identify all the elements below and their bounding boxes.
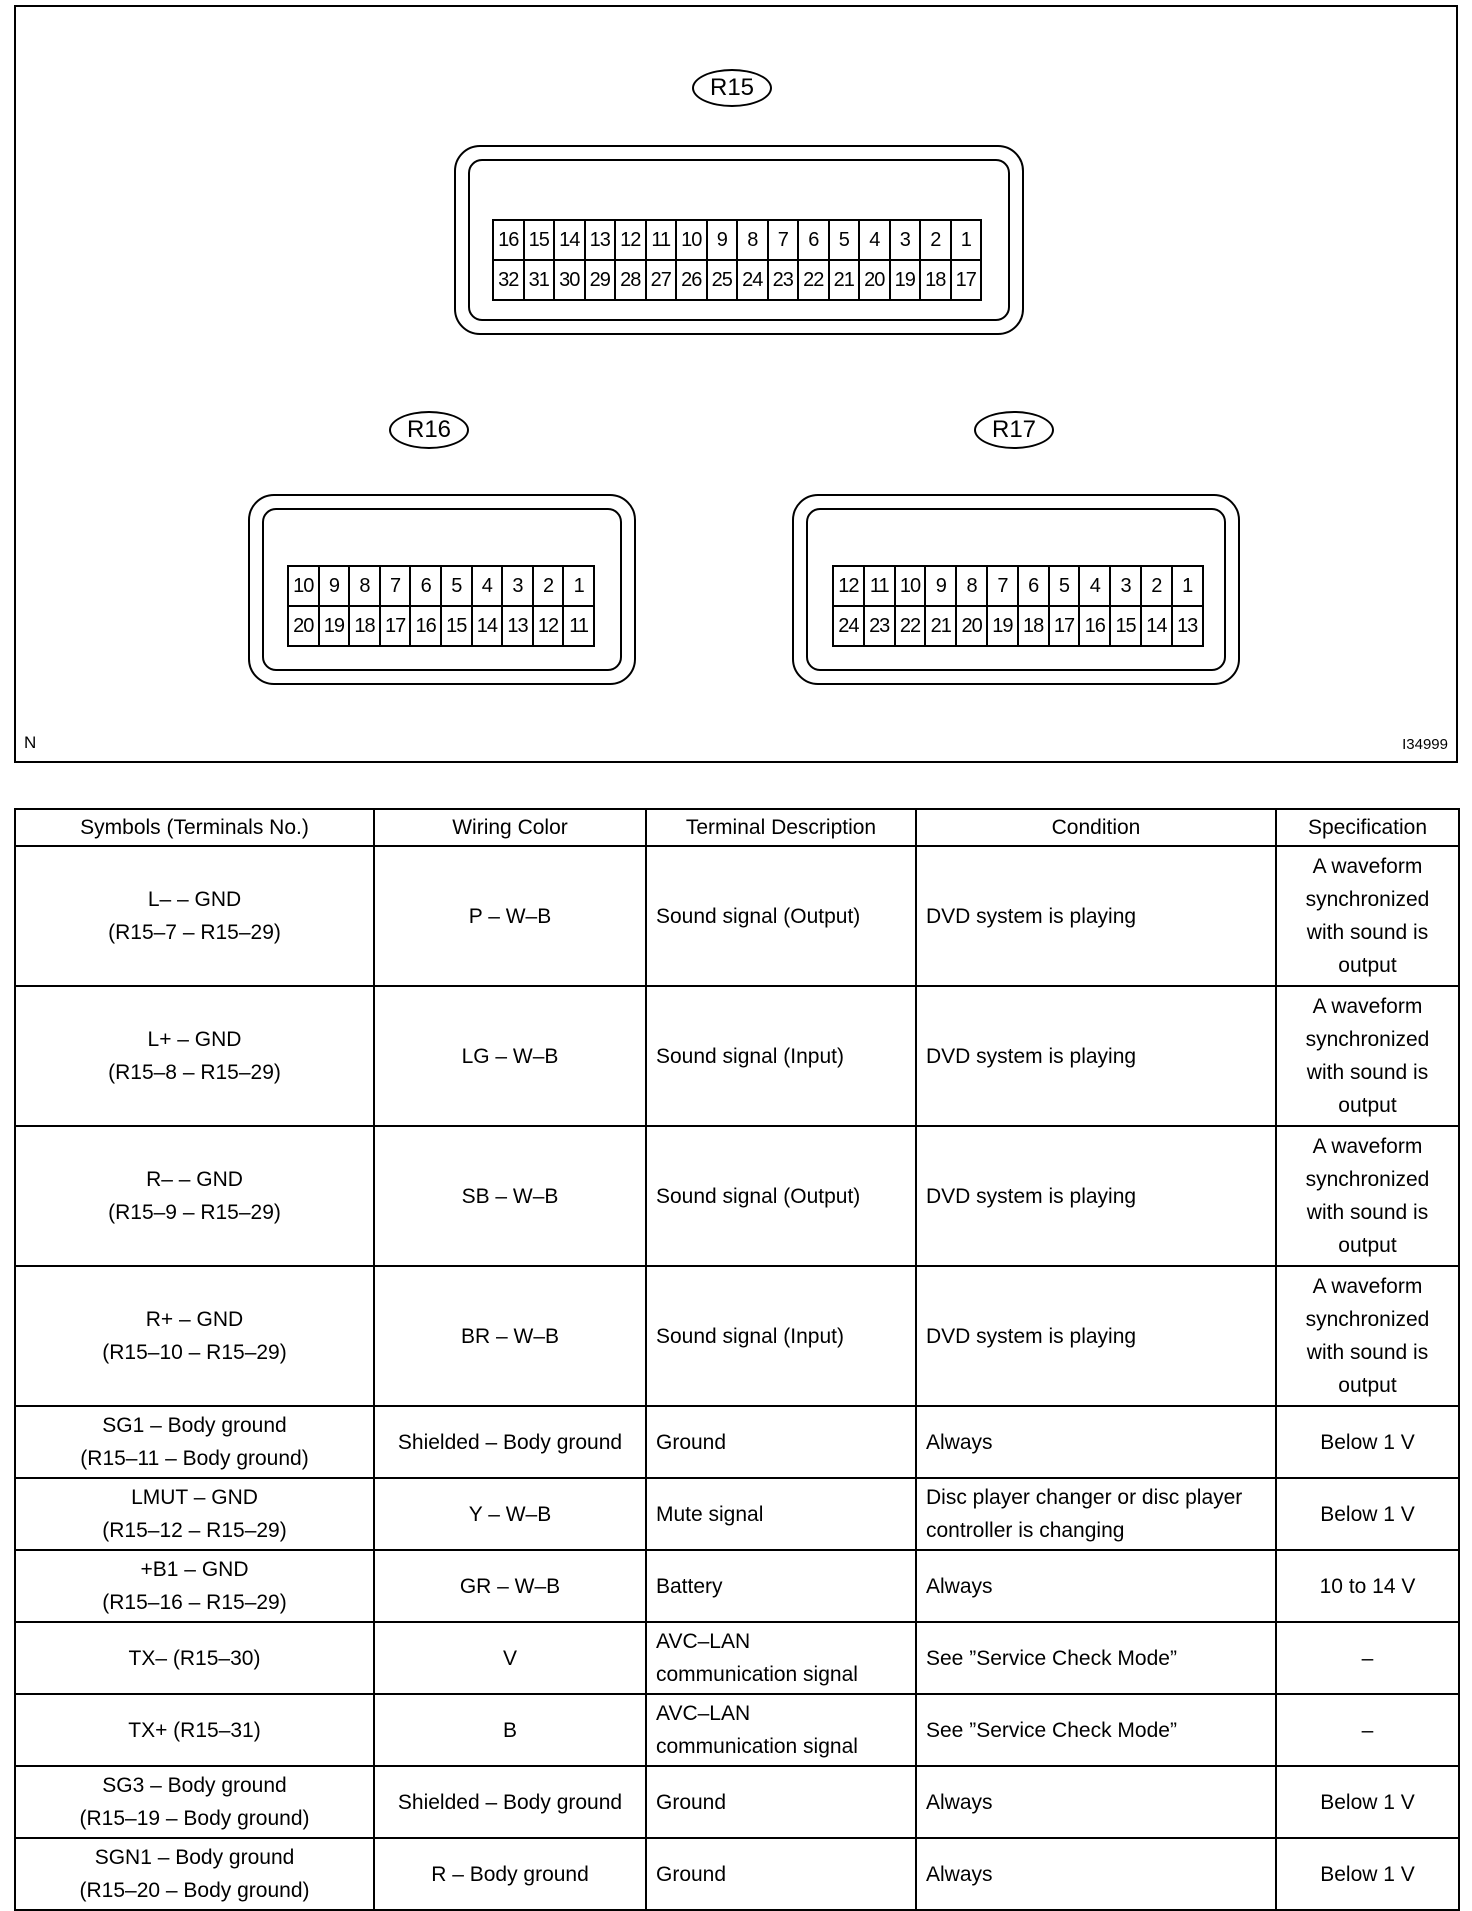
symbol-cell-line: (R15–7 – R15–29) <box>108 921 281 944</box>
pin-cell: 6 <box>799 221 830 261</box>
pin-cell: 3 <box>503 567 534 607</box>
connector-housing-details <box>16 7 1460 765</box>
pin-cell: 2 <box>1142 567 1173 607</box>
pin-cell: 3 <box>891 221 922 261</box>
wiring-color-cell: LG – W–B <box>374 986 646 1126</box>
pin-cell: 7 <box>769 221 800 261</box>
pin-cell: 24 <box>738 261 769 301</box>
condition-cell <box>916 1622 1276 1694</box>
pin-cell: 6 <box>1019 567 1050 607</box>
pin-cell: 7 <box>381 567 412 607</box>
header-specification: Specification <box>1276 809 1459 846</box>
connector-label-r17: R17 <box>974 411 1054 449</box>
specification-cell <box>1276 1622 1459 1694</box>
pin-cell: 4 <box>1080 567 1111 607</box>
description-cell-line: Sound signal (Input) <box>656 1324 844 1348</box>
pin-cell: 13 <box>503 607 534 647</box>
pin-cell: 21 <box>830 261 861 301</box>
figure-id: I34999 <box>1402 736 1448 753</box>
description-cell <box>646 1622 916 1694</box>
condition-cell-line: DVD system is playing <box>926 1044 1137 1068</box>
specification-cell <box>1276 1838 1459 1910</box>
pin-cell: 25 <box>708 261 739 301</box>
specification-cell-line: A waveform <box>1312 995 1423 1018</box>
pin-cell: 9 <box>926 567 957 607</box>
specification-cell-line: Below 1 V <box>1320 1502 1415 1526</box>
table-row <box>15 1838 1459 1910</box>
description-cell-line: Mute signal <box>656 1502 764 1526</box>
table-row <box>15 1126 1459 1266</box>
header-terminal-description: Terminal Description <box>646 809 916 846</box>
wiring-color-cell: BR – W–B <box>374 1266 646 1406</box>
condition-cell <box>916 1406 1276 1478</box>
condition-cell-line: DVD system is playing <box>926 1324 1137 1348</box>
table-row <box>15 986 1459 1126</box>
specification-cell <box>1276 1694 1459 1766</box>
connector-label-r16: R16 <box>389 411 469 449</box>
table-row <box>15 1550 1459 1622</box>
pin-grid-r15 <box>492 219 982 301</box>
symbol-cell-line: SG1 – Body ground <box>102 1414 287 1437</box>
specification-cell-line: synchronized <box>1305 1308 1430 1331</box>
table-header-row <box>15 809 1459 846</box>
description-cell <box>646 1126 916 1266</box>
wiring-color-cell: R – Body ground <box>374 1838 646 1910</box>
pin-grid-r17 <box>832 565 1204 647</box>
pin-cell: 16 <box>411 607 442 647</box>
pin-cell: 27 <box>647 261 678 301</box>
pin-cell: 17 <box>381 607 412 647</box>
symbol-cell-line: L+ – GND <box>147 1028 242 1051</box>
pin-cell: 16 <box>1080 607 1111 647</box>
pin-cell: 14 <box>473 607 504 647</box>
pin-cell: 28 <box>616 261 647 301</box>
pin-cell: 22 <box>896 607 927 647</box>
condition-cell <box>916 1266 1276 1406</box>
specification-cell-line: synchronized <box>1305 1168 1430 1191</box>
pin-cell: 30 <box>555 261 586 301</box>
specification-cell <box>1276 986 1459 1126</box>
pin-cell: 12 <box>616 221 647 261</box>
pin-cell: 2 <box>921 221 952 261</box>
pin-cell: 9 <box>320 567 351 607</box>
symbol-cell <box>15 1478 374 1550</box>
specification-cell <box>1276 846 1459 986</box>
wiring-color-cell: V <box>374 1622 646 1694</box>
symbol-cell <box>15 1766 374 1838</box>
specification-cell <box>1276 1766 1459 1838</box>
description-cell-line: Ground <box>656 1430 727 1454</box>
table-row <box>15 1478 1459 1550</box>
specification-cell-line: A waveform <box>1312 1275 1423 1298</box>
specification-cell-line: Below 1 V <box>1320 1862 1415 1886</box>
description-cell <box>646 846 916 986</box>
description-cell <box>646 1406 916 1478</box>
specification-cell-line: output <box>1338 1374 1397 1397</box>
symbol-cell-line: (R15–9 – R15–29) <box>108 1201 281 1224</box>
pin-cell: 10 <box>289 567 320 607</box>
specification-cell-line: output <box>1338 1234 1397 1257</box>
pin-cell: 1 <box>952 221 983 261</box>
symbol-cell <box>15 1694 374 1766</box>
specification-cell-line: Below 1 V <box>1320 1430 1415 1454</box>
specification-cell-line: A waveform <box>1312 855 1423 878</box>
symbol-cell-line: R– – GND <box>146 1168 243 1191</box>
table-row <box>15 1694 1459 1766</box>
symbol-cell-line: SGN1 – Body ground <box>94 1846 295 1869</box>
pin-cell: 19 <box>891 261 922 301</box>
pin-cell: 10 <box>896 567 927 607</box>
condition-cell-line: See ”Service Check Mode” <box>926 1718 1177 1742</box>
pin-cell: 24 <box>834 607 865 647</box>
wiring-color-cell: P – W–B <box>374 846 646 986</box>
wiring-color-cell: GR – W–B <box>374 1550 646 1622</box>
pin-cell: 4 <box>473 567 504 607</box>
pin-cell: 20 <box>289 607 320 647</box>
pin-cell: 17 <box>952 261 983 301</box>
pin-cell: 12 <box>834 567 865 607</box>
pin-cell: 23 <box>865 607 896 647</box>
description-cell <box>646 1838 916 1910</box>
pin-cell: 12 <box>534 607 565 647</box>
symbol-cell <box>15 986 374 1126</box>
pin-cell: 17 <box>1050 607 1081 647</box>
pin-cell: 7 <box>988 567 1019 607</box>
description-cell-line: communication signal <box>656 1735 858 1758</box>
specification-cell-line: synchronized <box>1305 888 1430 911</box>
description-cell-line: Sound signal (Output) <box>656 904 861 928</box>
header-wiring-color: Wiring Color <box>374 809 646 846</box>
pin-cell: 9 <box>708 221 739 261</box>
symbol-cell <box>15 1550 374 1622</box>
wiring-color-cell: Shielded – Body ground <box>374 1406 646 1478</box>
condition-cell-line: DVD system is playing <box>926 904 1137 928</box>
symbol-cell-line: (R15–16 – R15–29) <box>102 1591 287 1614</box>
pin-cell: 5 <box>1050 567 1081 607</box>
symbol-cell-line: (R15–11 – Body ground) <box>80 1447 309 1470</box>
header-symbols: Symbols (Terminals No.) <box>15 809 374 846</box>
description-cell-line: Ground <box>656 1862 727 1886</box>
symbol-cell-line: TX– (R15–30) <box>128 1646 261 1670</box>
pin-cell: 8 <box>350 567 381 607</box>
pin-cell: 15 <box>1111 607 1142 647</box>
symbol-cell <box>15 1406 374 1478</box>
pin-cell: 2 <box>534 567 565 607</box>
description-cell-line: Battery <box>656 1574 723 1598</box>
condition-cell <box>916 986 1276 1126</box>
specification-cell <box>1276 1550 1459 1622</box>
symbol-cell <box>15 1126 374 1266</box>
symbol-cell <box>15 1266 374 1406</box>
condition-cell-line: See ”Service Check Mode” <box>926 1646 1177 1670</box>
pin-cell: 29 <box>586 261 617 301</box>
description-cell <box>646 1766 916 1838</box>
table-row <box>15 1266 1459 1406</box>
condition-cell <box>916 846 1276 986</box>
specification-cell-line: 10 to 14 V <box>1319 1574 1416 1598</box>
pin-cell: 23 <box>769 261 800 301</box>
condition-cell <box>916 1126 1276 1266</box>
pin-cell: 3 <box>1111 567 1142 607</box>
specification-cell-line: – <box>1361 1718 1374 1742</box>
symbol-cell <box>15 846 374 986</box>
pin-cell: 8 <box>957 567 988 607</box>
table-row <box>15 1622 1459 1694</box>
pin-cell: 5 <box>442 567 473 607</box>
symbol-cell-line: (R15–19 – Body ground) <box>79 1807 310 1830</box>
pin-cell: 13 <box>1173 607 1204 647</box>
specification-cell <box>1276 1126 1459 1266</box>
condition-cell <box>916 1694 1276 1766</box>
pin-cell: 1 <box>564 567 595 607</box>
symbol-cell-line: SG3 – Body ground <box>102 1774 287 1797</box>
wiring-color-cell: Shielded – Body ground <box>374 1766 646 1838</box>
pin-cell: 20 <box>860 261 891 301</box>
specification-cell-line: with sound is <box>1306 1061 1429 1084</box>
description-cell <box>646 1478 916 1550</box>
description-cell-line: Ground <box>656 1790 727 1814</box>
pin-cell: 4 <box>860 221 891 261</box>
condition-cell-line: Disc player changer or disc player <box>926 1486 1243 1509</box>
pin-cell: 13 <box>586 221 617 261</box>
symbol-cell-line: (R15–12 – R15–29) <box>102 1519 287 1542</box>
symbol-cell <box>15 1622 374 1694</box>
condition-cell-line: Always <box>926 1862 993 1886</box>
pin-cell: 15 <box>442 607 473 647</box>
condition-cell-line: DVD system is playing <box>926 1184 1137 1208</box>
pin-cell: 21 <box>926 607 957 647</box>
condition-cell <box>916 1838 1276 1910</box>
description-cell <box>646 1266 916 1406</box>
condition-cell-line: Always <box>926 1430 993 1454</box>
pin-cell: 18 <box>921 261 952 301</box>
description-cell-line: AVC–LAN <box>656 1702 751 1725</box>
condition-cell <box>916 1478 1276 1550</box>
symbol-cell-line: (R15–20 – Body ground) <box>79 1879 310 1902</box>
description-cell-line: Sound signal (Output) <box>656 1184 861 1208</box>
symbol-cell-line: (R15–10 – R15–29) <box>102 1341 287 1364</box>
pin-cell: 26 <box>677 261 708 301</box>
pin-cell: 14 <box>1142 607 1173 647</box>
pin-cell: 15 <box>525 221 556 261</box>
pin-cell: 5 <box>830 221 861 261</box>
specification-cell <box>1276 1478 1459 1550</box>
condition-cell-line: Always <box>926 1790 993 1814</box>
description-cell <box>646 1550 916 1622</box>
pin-cell: 16 <box>494 221 525 261</box>
pin-cell: 11 <box>564 607 595 647</box>
specification-cell-line: output <box>1338 1094 1397 1117</box>
condition-cell <box>916 1766 1276 1838</box>
pin-cell: 14 <box>555 221 586 261</box>
specification-cell <box>1276 1406 1459 1478</box>
wiring-color-cell: Y – W–B <box>374 1478 646 1550</box>
connector-label-r15: R15 <box>692 69 772 107</box>
specification-cell-line: – <box>1361 1646 1374 1670</box>
pin-cell: 11 <box>865 567 896 607</box>
table-row <box>15 1766 1459 1838</box>
table-row <box>15 846 1459 986</box>
symbol-cell-line: R+ – GND <box>145 1308 244 1331</box>
pin-grid-r16 <box>287 565 595 647</box>
specification-cell-line: A waveform <box>1312 1135 1423 1158</box>
connector-diagram <box>14 5 1458 763</box>
description-cell-line: AVC–LAN <box>656 1630 751 1653</box>
pin-cell: 10 <box>677 221 708 261</box>
condition-cell-line: Always <box>926 1574 993 1598</box>
symbol-cell-line: TX+ (R15–31) <box>128 1718 261 1742</box>
wiring-color-cell: SB – W–B <box>374 1126 646 1266</box>
header-condition: Condition <box>916 809 1276 846</box>
symbol-cell-line: +B1 – GND <box>140 1558 249 1581</box>
pin-cell: 6 <box>411 567 442 607</box>
pin-cell: 22 <box>799 261 830 301</box>
pin-cell: 31 <box>525 261 556 301</box>
specification-cell-line: Below 1 V <box>1320 1790 1415 1814</box>
condition-cell-line: controller is changing <box>926 1519 1125 1542</box>
pin-cell: 1 <box>1173 567 1204 607</box>
symbol-cell-line: L– – GND <box>147 888 242 911</box>
specification-cell-line: with sound is <box>1306 1341 1429 1364</box>
symbol-cell-line: (R15–8 – R15–29) <box>108 1061 281 1084</box>
description-cell <box>646 1694 916 1766</box>
wiring-color-cell: B <box>374 1694 646 1766</box>
specification-cell-line: with sound is <box>1306 921 1429 944</box>
symbol-cell-line: LMUT – GND <box>131 1486 258 1509</box>
pin-cell: 18 <box>350 607 381 647</box>
pin-cell: 19 <box>988 607 1019 647</box>
symbol-cell <box>15 1838 374 1910</box>
pin-cell: 32 <box>494 261 525 301</box>
description-cell-line: Sound signal (Input) <box>656 1044 844 1068</box>
terminal-spec-table <box>14 808 1460 1911</box>
pin-cell: 8 <box>738 221 769 261</box>
table-row <box>15 1406 1459 1478</box>
corner-note: N <box>24 733 37 752</box>
pin-cell: 11 <box>647 221 678 261</box>
specification-cell-line: with sound is <box>1306 1201 1429 1224</box>
specification-cell-line: synchronized <box>1305 1028 1430 1051</box>
pin-cell: 20 <box>957 607 988 647</box>
description-cell <box>646 986 916 1126</box>
pin-cell: 18 <box>1019 607 1050 647</box>
specification-cell <box>1276 1266 1459 1406</box>
description-cell-line: communication signal <box>656 1663 858 1686</box>
condition-cell <box>916 1550 1276 1622</box>
specification-cell-line: output <box>1338 954 1397 977</box>
pin-cell: 19 <box>320 607 351 647</box>
